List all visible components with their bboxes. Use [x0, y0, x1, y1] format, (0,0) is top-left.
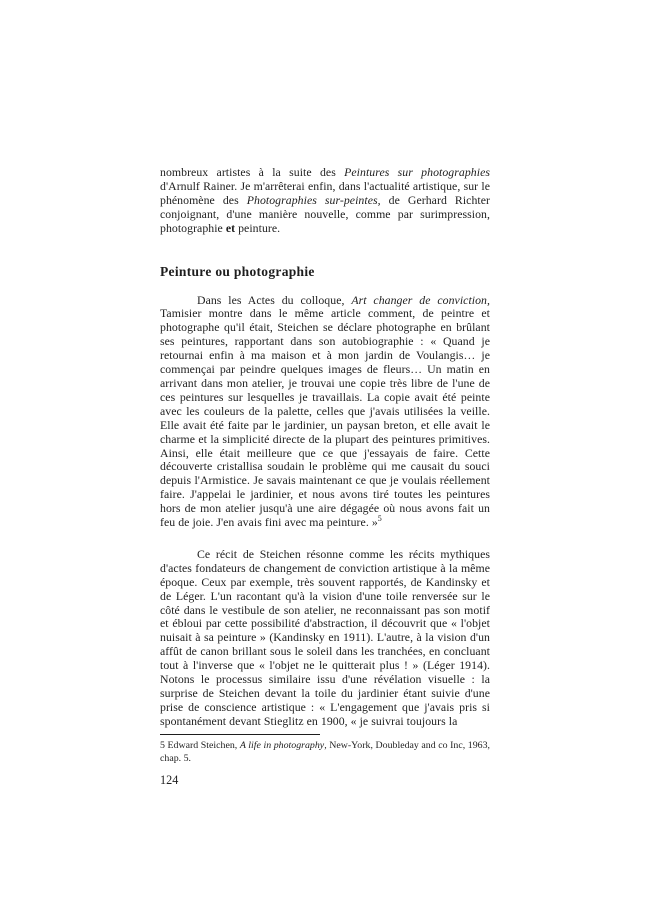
text-run: Ce récit de Steichen résonne comme les récits mythiques d'actes fondateurs de changement de conviction artistique à la même époque. Ceux par exemple, très souvent rapportés, de Kandinsky et de Léger. L'un racontant qu'à la vision d'une toile renversée sur le côté dans le vestibule de son atelier, ne reconnaissant pas son motif et ébloui par cette possibilité d'abstraction, il découvrit que « l'objet nuisait à sa peinture » (Kandinsky en 1911). L'autre, à la vision d'un affût de canon brillant sous le soleil dans les tranchées, en concluant tout à l'inverse que « l'objet ne le quitterait plus ! » (Léger 1914). Notons le processus similaire issu d'une révélation visuelle : la surprise de Steichen devant la toile du jardinier étant suivie d'une prise de conscience artistique : « L'engagement que j'avais pris si spontanément devant Stieglitz en 1900, « je suivrai toujours la [160, 546, 490, 728]
text-run: d'Arnulf Rainer. Je m'arrêterai enfin, dans l'actualité artistique, sur le phénomène des [160, 178, 490, 207]
bold-emphasis-run: et [225, 220, 236, 235]
paragraph-intro-continuation [160, 166, 490, 236]
footnote-reference-marker: 5 [377, 514, 382, 524]
text-run: peinture. [235, 220, 281, 235]
text-run: de Gerhard Richter conjoignant, d'une manière nouvelle, comme par surimpression, photographie [160, 192, 490, 235]
footnote [160, 739, 490, 765]
text-column [160, 166, 490, 787]
page-number: 124 [160, 773, 179, 788]
italic-title-run: Peintures sur photographies [344, 165, 490, 179]
italic-title-run: Photographies sur-peintes, [246, 192, 381, 207]
text-run: Dans les Actes du colloque, [197, 292, 352, 307]
footnote-block [160, 734, 490, 765]
italic-title-run: Art changer de conviction, [351, 292, 490, 307]
section-heading: Peinture ou photographie [160, 263, 315, 279]
footnote-rule [160, 734, 320, 735]
footnote-text-run: , New-York, Doubleday and co Inc, 1963, chap. 5. [160, 739, 490, 764]
text-run: Tamisier montre dans le même article comment, de peintre et photographe qu'il était, Steichen se déclare photographe en brûlant ses peintures, rapportant dans son autobiographie : « Quand je retournai enfin à ma maison et à mon jardin de Voulangis… je commençai par peindre quelques images de fleurs… Un matin en arrivant dans mon atelier, je trouvai une copie très libre de l'une de ces peintures sur lesquelles je travaillais. La copie avait été peinte avec les couleurs de la palette, celles que j'avais utilisées la veille. Elle avait été faite par le jardinier, un paysan breton, et elle avait le charme et la simplicité directe de la plupart des peintures primitives. Ainsi, elle était meilleure que ce que j'essayais de faire. Cette découverte cristallisa soudain le problème qui me causait du souci depuis l'Armistice. Je savais maintenant ce que je voulais réellement faire. J'appelai le jardinier, et nous avons tiré toutes les peintures hors de mon atelier jusqu'à une aire dégagée où nous avons fait un feu de joie. J'en avais fini avec ma peinture. » [160, 306, 490, 530]
paragraph-recits-mythiques [160, 548, 490, 729]
footnote-italic-title-run: A life in photography [239, 739, 325, 751]
footnote-text-run: 5 Edward Steichen, [160, 739, 240, 751]
paragraph-steichen-autobiographie [160, 294, 490, 530]
text-run: nombreux artistes à la suite des [160, 165, 345, 179]
